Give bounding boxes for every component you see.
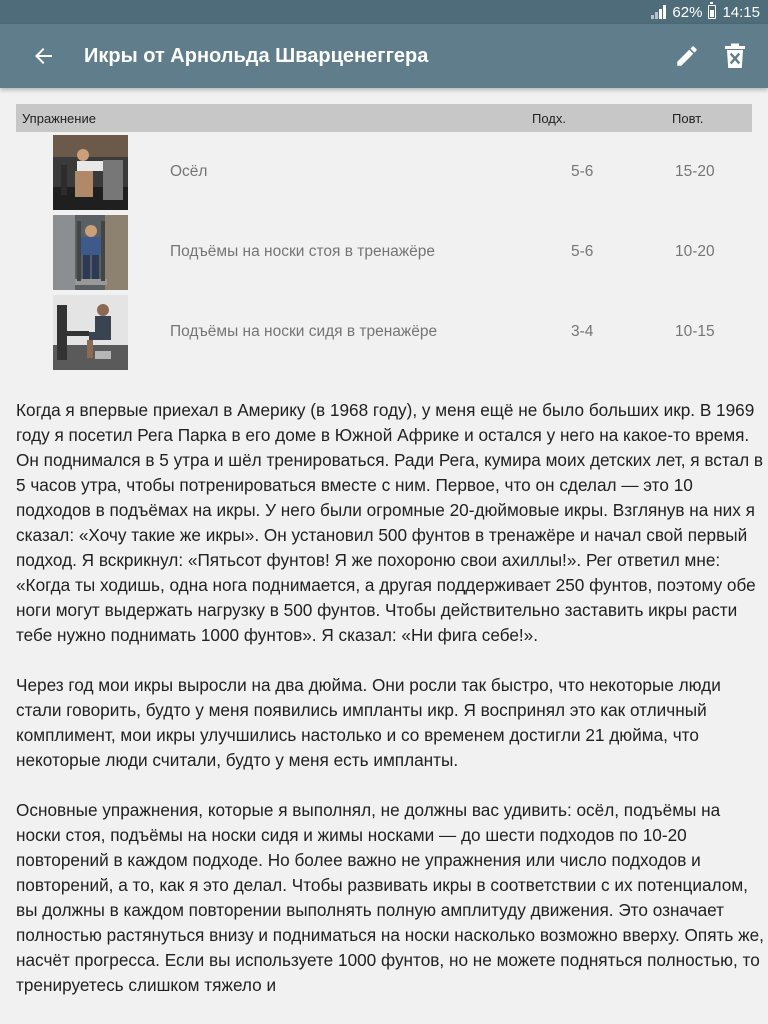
edit-button[interactable] <box>663 32 711 80</box>
trash-icon <box>724 43 746 69</box>
signal-icon <box>651 5 666 19</box>
exercise-row[interactable] <box>16 132 752 212</box>
page-title: Икры от Арнольда Шварценеггера <box>84 44 429 67</box>
pencil-icon <box>674 43 700 69</box>
arrow-back-icon <box>35 47 53 65</box>
exercise-photo <box>53 295 128 370</box>
table-header <box>16 104 752 132</box>
exercise-name: Осёл <box>170 163 208 180</box>
exercise-reps: 10-20 <box>675 243 715 260</box>
battery-level: 62% <box>672 3 703 21</box>
exercise-row[interactable] <box>16 212 752 292</box>
header-exercise: Упражнение <box>22 110 96 126</box>
exercise-sets: 5-6 <box>571 243 594 260</box>
header-sets: Подх. <box>532 110 566 126</box>
exercise-reps: 10-15 <box>675 323 715 340</box>
app-bar <box>0 24 768 88</box>
exercise-name: Подъёмы на носки сидя в тренажёре <box>170 323 438 340</box>
delete-button[interactable] <box>711 32 759 80</box>
exercise-name: Подъёмы на носки стоя в тренажёре <box>170 243 435 260</box>
exercise-photo <box>53 135 128 210</box>
exercise-reps: 15-20 <box>675 163 715 180</box>
exercise-sets: 5-6 <box>571 163 594 180</box>
status-bar <box>0 0 768 24</box>
header-reps: Повт. <box>672 110 704 126</box>
battery-icon <box>708 5 716 19</box>
article-paragraph: Основные упражнения, которые я выполнял, не должны вас удивить: осёл, подъёмы на носки стоя, подъёмы на носки сидя и жимы носками — до шести подходов по 10-20 повторений в каждом подходе. Но более важно не упражнения или число подходов и повторений, а то, как я это делал. Чтобы развивать икры в соответствии с их потенциалом, вы должны в каждом повторении выполнять полную амплитуду движения. Это означает полностью растянуться внизу и подниматься на носки насколько возможно вверху. Опять же, насчёт прогресса. Если вы используете 1000 фунтов, но не можете подняться полностью, то тренируетесь слишком тяжело и <box>16 800 764 995</box>
exercise-sets: 3-4 <box>571 323 594 340</box>
article-paragraph: Через год мои икры выросли на два дюйма. Они росли так быстро, что некоторые люди стали говорить, будто у меня появились импланты икр. Я воспринял это как отличный комплимент, мои икры улучшились настолько и со временем достигли 21 дюйма, что некоторые люди считали, будто у меня есть импланты. <box>16 675 721 770</box>
content <box>16 104 764 1023</box>
back-button[interactable] <box>20 32 68 80</box>
exercise-row[interactable] <box>16 292 752 372</box>
article-text <box>16 398 768 998</box>
article-paragraph: Когда я впервые приехал в Америку (в 1968 году), у меня ещё не было больших икр. В 1969 году я посетил Рега Парка в его доме в Южной Африке и остался у него на какое-то время. Он поднимался в 5 утра и шёл тренироваться. Ради Рега, кумира моих детских лет, я встал в 5 часов утра, чтобы потренироваться вместе с ним. Первое, что он сделал — это 10 подходов в подъёмах на икры. У него были огромные 20-дюймовые икры. Взглянув на них я сказал: «Хочу такие же икры». Он установил 500 фунтов в тренажёре и начал свой первый подход. Я вскрикнул: «Пятьсот фунтов! Я же похороню свои ахиллы!». Рег ответил мне: «Когда ты ходишь, одна нога поднимается, а другая поддерживает 250 фунтов, поэтому обе ноги могут выдержать нагрузку в 500 фунтов. Чтобы действительно заставить икры расти тебе нужно поднимать 1000 фунтов». Я сказал: «Ни фига себе!». <box>16 400 764 645</box>
clock: 14:15 <box>722 3 760 21</box>
exercise-photo <box>53 215 128 290</box>
